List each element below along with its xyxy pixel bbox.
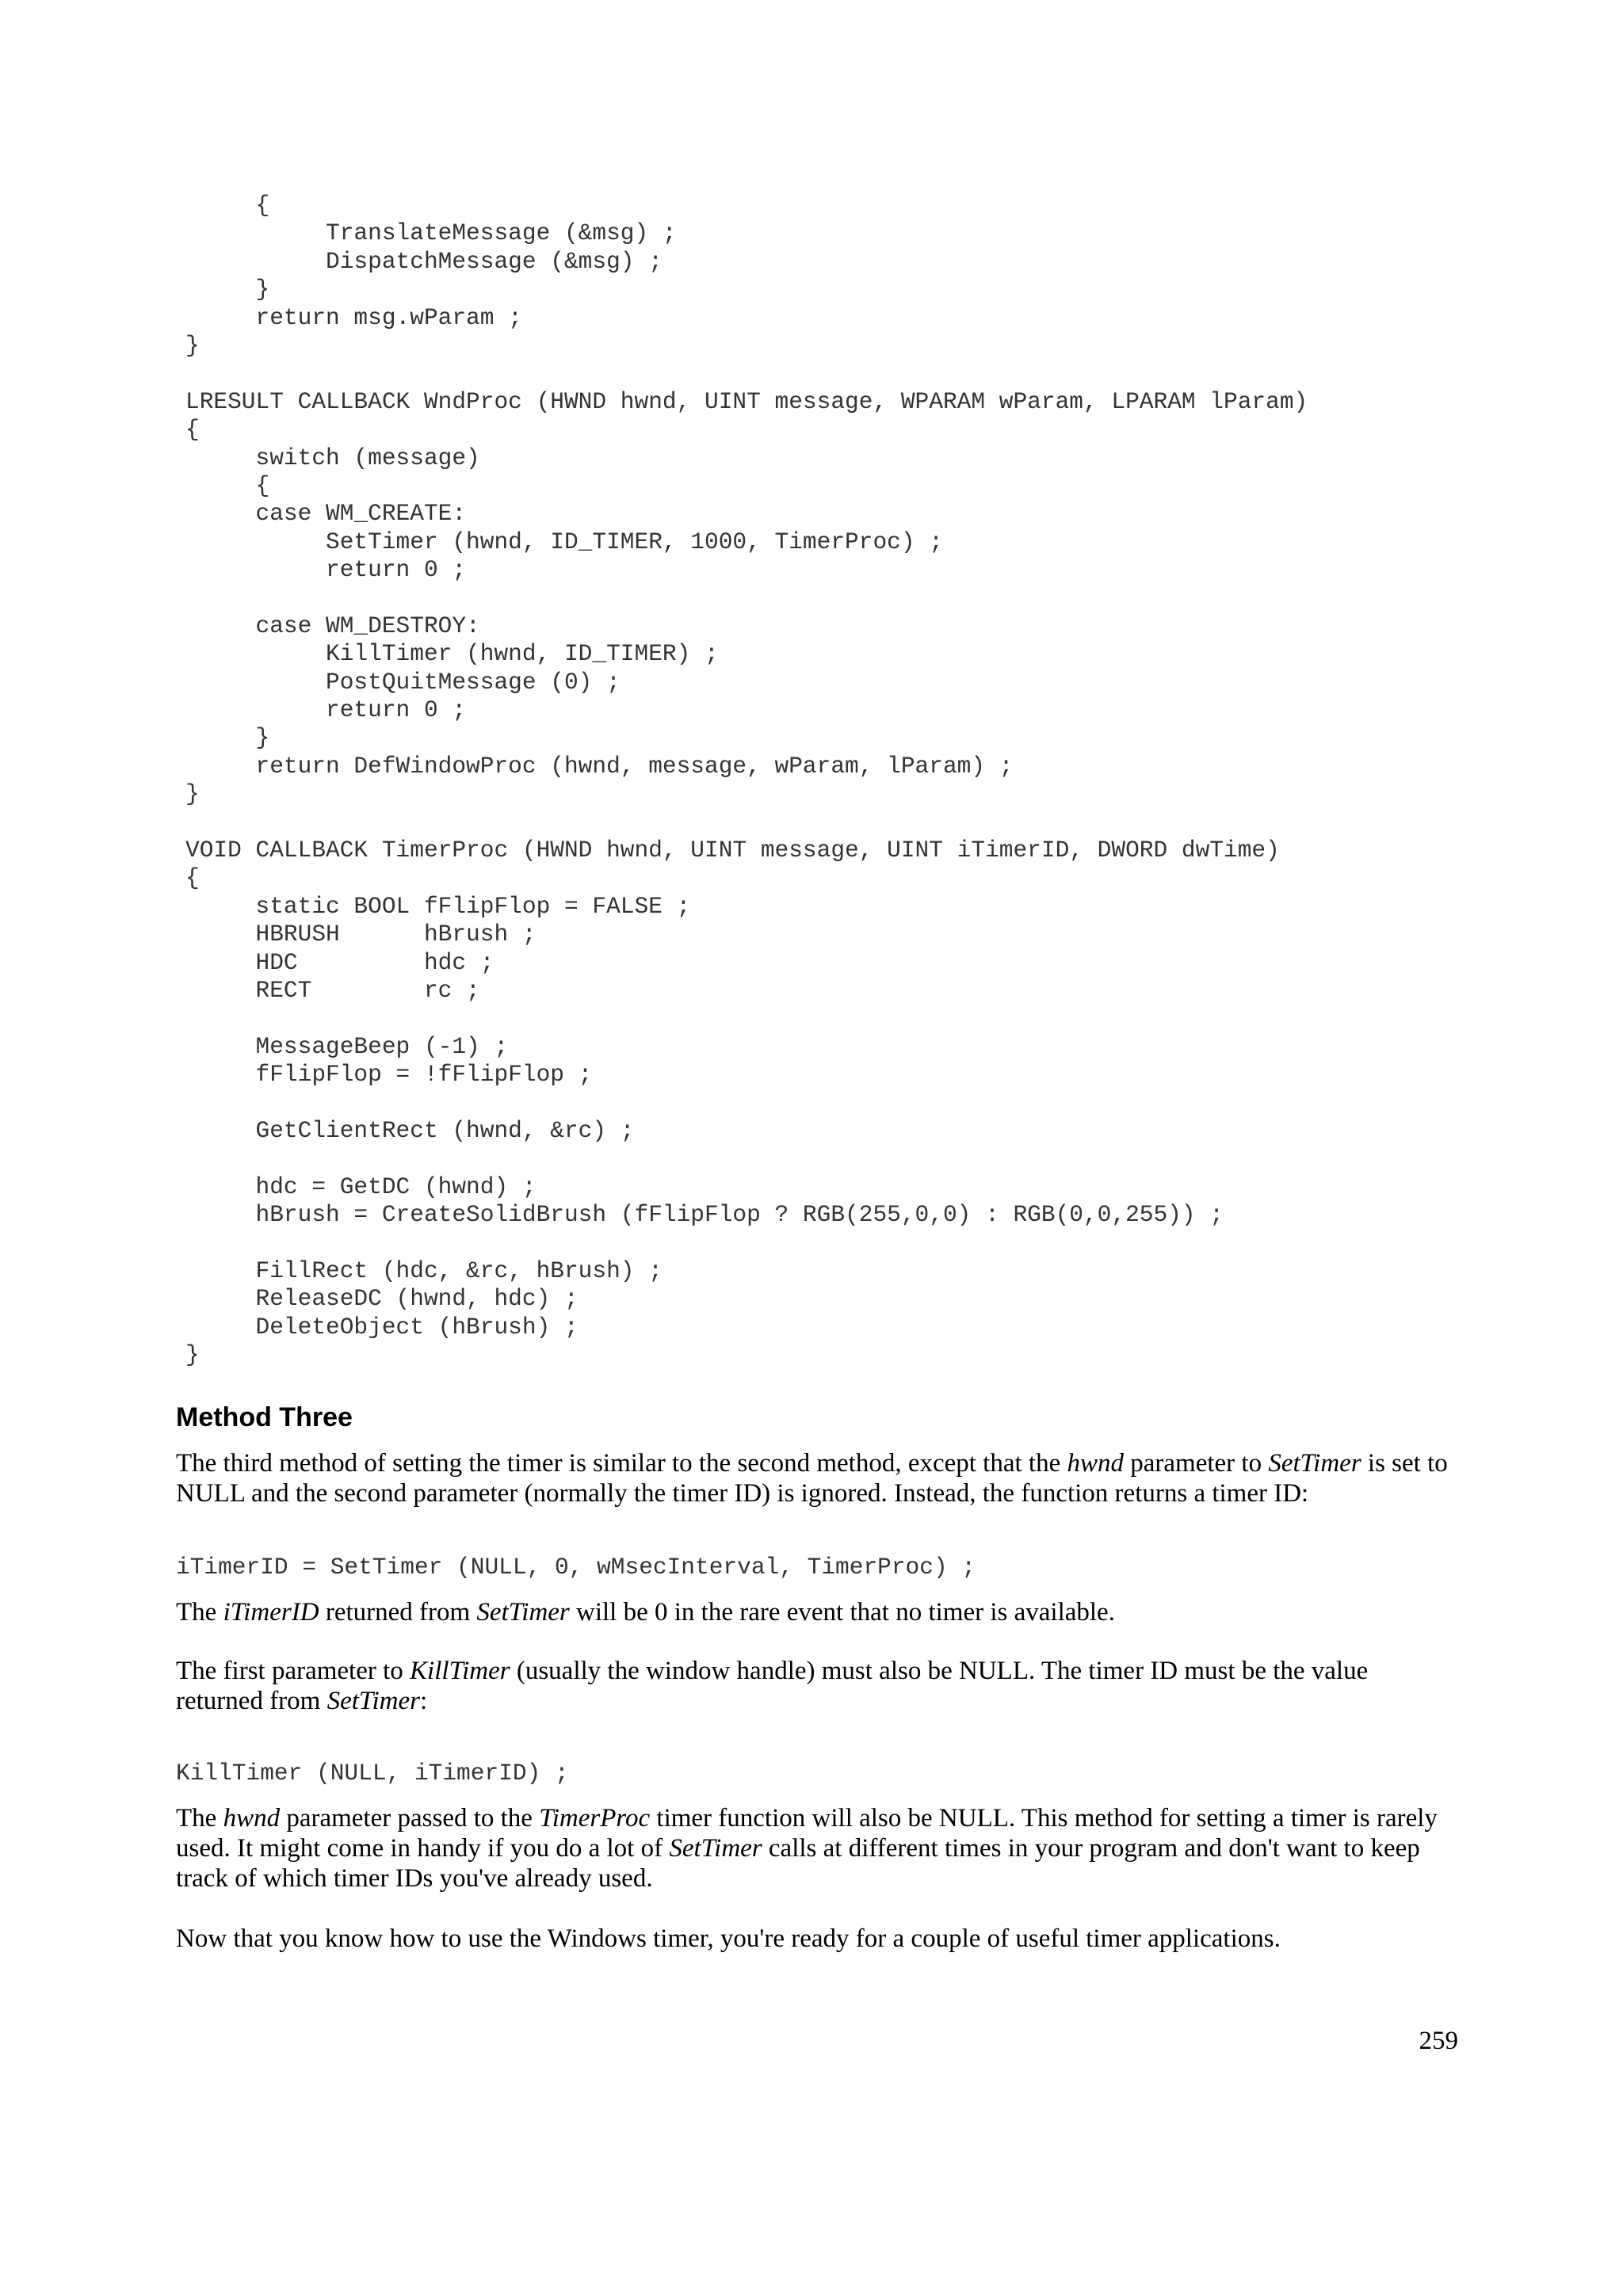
text-run: timer function will also be NULL. This method for setting a timer is rarely used. It might come in handy if you do a lot of (176, 1804, 1438, 1863)
code-line: } (185, 331, 200, 359)
code-line: } (185, 1341, 200, 1369)
code-line: TranslateMessage (&msg) ; (185, 219, 677, 247)
paragraph-intro (176, 1448, 1460, 1508)
code-line: GetClientRect (hwnd, &rc) ; (185, 1116, 635, 1144)
code-line: SetTimer (hwnd, ID_TIMER, 1000, TimerProc) ; (185, 528, 943, 555)
code-line: DeleteObject (hBrush) ; (185, 1313, 579, 1341)
italic-term: SetTimer (669, 1834, 762, 1863)
code-line: hdc = GetDC (hwnd) ; (185, 1173, 537, 1200)
code-line: hBrush = CreateSolidBrush (fFlipFlop ? RGB(255,0,0) : RGB(0,0,255)) ; (185, 1201, 1224, 1229)
code-line (185, 1145, 1308, 1173)
text-run: parameter to (1124, 1449, 1269, 1478)
text-run: parameter passed to the (280, 1804, 540, 1833)
text-run: calls at different times in your program and don't want to keep track of which timer IDs you've already used. (176, 1834, 1420, 1893)
code-line: case WM_DESTROY: (185, 612, 480, 639)
code-line: { (185, 471, 270, 499)
code-line: } (185, 724, 270, 752)
code-line: return 0 ; (185, 556, 467, 584)
text-run: is set to NULL and the second parameter (normally the timer ID) is ignored. Instead, the function returns a timer ID: (176, 1449, 1448, 1508)
code-line (185, 584, 1308, 612)
code-line: MessageBeep (-1) ; (185, 1032, 509, 1060)
italic-term: SetTimer (327, 1687, 420, 1715)
code-line: RECT rc ; (185, 976, 480, 1004)
code-line: KillTimer (hwnd, ID_TIMER) ; (185, 640, 719, 668)
section-heading: Method Three (176, 1402, 353, 1432)
text-run: The first parameter to (176, 1657, 411, 1685)
code-line: VOID CALLBACK TimerProc (HWND hwnd, UINT message, UINT iTimerID, DWORD dwTime) (185, 836, 1280, 864)
code-line: } (185, 780, 200, 808)
code-line: } (185, 276, 270, 303)
code-line: return 0 ; (185, 696, 467, 724)
text-run: (usually the window handle) must also be NULL. The timer ID must be the value returned from (176, 1657, 1369, 1715)
code-line (185, 1089, 1308, 1117)
code-line: return msg.wParam ; (185, 303, 522, 331)
code-line: static BOOL fFlipFlop = FALSE ; (185, 892, 691, 920)
italic-term: hwnd (1067, 1449, 1124, 1478)
italic-term: SetTimer (476, 1598, 570, 1627)
text-run: The (176, 1804, 223, 1833)
code-snippet-killtimer: KillTimer (NULL, iTimerID) ; (176, 1760, 569, 1787)
code-line: case WM_CREATE: (185, 500, 467, 528)
page-number: 259 (1419, 2027, 1458, 2055)
code-line: ReleaseDC (hwnd, hdc) ; (185, 1285, 579, 1313)
code-line: fFlipFlop = !fFlipFlop ; (185, 1061, 593, 1089)
code-snippet-settimer: iTimerID = SetTimer (NULL, 0, wMsecInterval, TimerProc) ; (176, 1554, 976, 1581)
code-line: { (185, 864, 200, 892)
paragraph-conclusion (176, 1924, 1460, 1954)
text-run: Now that you know how to use the Windows timer, you're ready for a couple of useful timer applications. (176, 1924, 1281, 1953)
code-line: HBRUSH hBrush ; (185, 921, 537, 948)
italic-term: hwnd (223, 1804, 281, 1833)
text-run: : (419, 1687, 428, 1715)
code-listing (185, 192, 1308, 1369)
code-line: { (185, 192, 270, 219)
text-run: will be 0 in the rare event that no timer is available. (569, 1598, 1115, 1627)
paragraph-timer-id (176, 1597, 1460, 1627)
code-line (185, 1005, 1308, 1032)
text-run: returned from (319, 1598, 477, 1627)
code-line: HDC hdc ; (185, 948, 495, 976)
code-line: switch (message) (185, 444, 480, 471)
code-line (185, 360, 1308, 387)
italic-term: KillTimer (410, 1657, 510, 1685)
paragraph-timerproc (176, 1803, 1460, 1894)
italic-term: iTimerID (223, 1598, 319, 1627)
code-line: return DefWindowProc (hwnd, message, wParam, lParam) ; (185, 752, 1014, 780)
text-run: The (176, 1598, 223, 1627)
italic-term: SetTimer (1268, 1449, 1361, 1478)
code-line: LRESULT CALLBACK WndProc (HWND hwnd, UINT message, WPARAM wParam, LPARAM lParam) (185, 387, 1308, 415)
paragraph-killtimer (176, 1656, 1460, 1716)
code-line: FillRect (hdc, &rc, hBrush) ; (185, 1257, 663, 1284)
code-line: PostQuitMessage (0) ; (185, 668, 621, 696)
italic-term: TimerProc (539, 1804, 651, 1833)
code-line (185, 1229, 1308, 1257)
text-run: The third method of setting the timer is similar to the second method, except that the (176, 1449, 1067, 1478)
code-line: { (185, 416, 200, 444)
code-line (185, 809, 1308, 837)
code-line: DispatchMessage (&msg) ; (185, 247, 663, 275)
